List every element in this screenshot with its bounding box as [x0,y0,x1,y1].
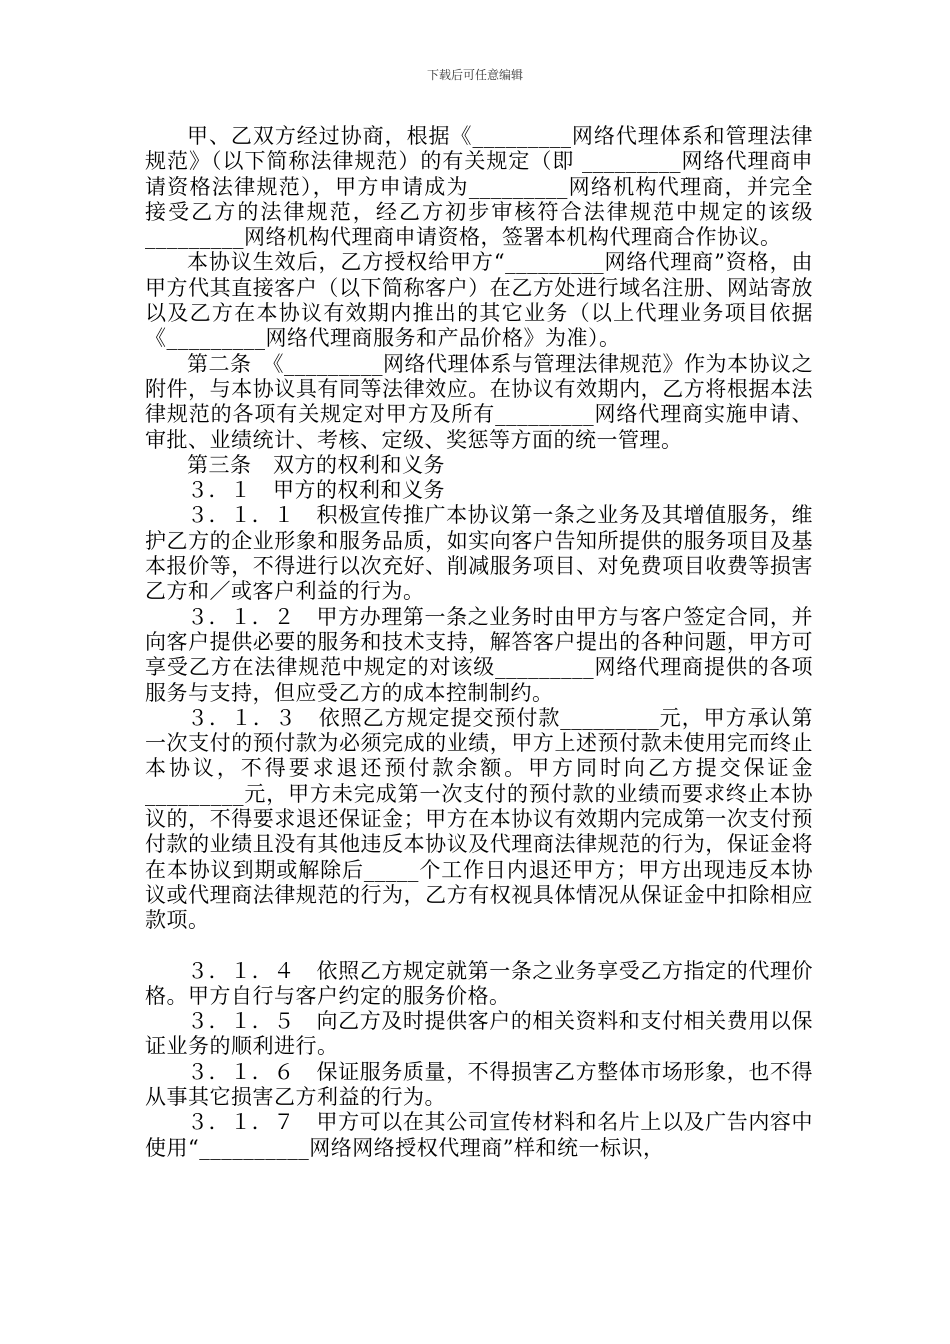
document-body [145,124,813,1161]
paragraph-3-1-3: ３．１．３ 依照乙方规定提交预付款_________元，甲方承认第一次支付的预付款为必须完成的业绩，甲方上述预付款未使用完而终止本协议，不得要求退还预付款余额。甲方同时向乙方提交保证金_________元，甲方未完成第一次支付的预付款的业绩而要求终止本协议的，不得要求退还保证金；甲方在本协议有效期内完成第一次支付预付款的业绩且没有其他违反本协议及代理商法律规范的行为，保证金将在本协议到期或解除后_____个工作日内退还甲方；甲方出现违反本协议或代理商法律规范的行为，乙方有权视具体情况从保证金中扣除相应款项。 [145,705,813,933]
paragraph-authorization: 本协议生效后，乙方授权给甲方“_________网络代理商”资格，由甲方代其直接客户（以下简称客户）在乙方处进行域名注册、网站寄放以及乙方在本协议有效期内推出的其它业务（以上代理业务项目依据《_________网络代理商服务和产品价格》为准）。 [145,250,813,351]
paragraph-3-1-4: ３．１．４ 依照乙方规定就第一条之业务享受乙方指定的代理价格。甲方自行与客户约定的服务价格。 [145,958,813,1008]
paragraph-3-1-1: ３．１．１ 积极宣传推广本协议第一条之业务及其增值服务，维护乙方的企业形象和服务品质，如实向客户告知所提供的服务项目及基本报价等，不得进行以次充好、削减服务项目、对免费项目收费等损害乙方和／或客户利益的行为。 [145,503,813,604]
heading-article-3: 第三条 双方的权利和义务 [187,452,445,477]
paragraph-3-1-6: ３．１．６ 保证服务质量，不得损害乙方整体市场形象，也不得从事其它损害乙方利益的行为。 [145,1059,813,1109]
paragraph-preamble: 甲、乙双方经过协商，根据《_________网络代理体系和管理法律规范》（以下简称法律规范）的有关规定（即 _________网络代理商申请资格法律规范），甲方申请成为_________网络机构代理商，并完全接受乙方的法律规范，经乙方初步审核符合法律规范中规定的该级_________网络机构代理商申请资格，签署本机构代理商合作协议。 [145,124,813,250]
page-header: 下载后可任意编辑 [426,68,523,82]
paragraph-3-1-5: ３．１．５ 向乙方及时提供客户的相关资料和支付相关费用以保证业务的顺利进行。 [145,1009,813,1059]
heading-section-3-1: ３．１ 甲方的权利和义务 [187,478,445,503]
paragraph-3-1-7: ３．１．７ 甲方可以在其公司宣传材料和名片上以及广告内容中使用“__________网络网络授权代理商”样和统一标识， [145,1110,813,1160]
paragraph-article-2: 第二条 《_________网络代理体系与管理法律规范》作为本协议之附件，与本协议具有同等法律效应。在协议有效期内，乙方将根据本法律规范的各项有关规定对甲方及所有_________网络代理商实施申请、审批、业绩统计、考核、定级、奖惩等方面的统一管理。 [145,351,813,452]
paragraph-3-1-2: ３．１．２ 甲方办理第一条之业务时由甲方与客户签定合同，并向客户提供必要的服务和技术支持，解答客户提出的各种问题，甲方可享受乙方在法律规范中规定的对该级_________网络代理商提供的各项服务与支持，但应受乙方的成本控制制约。 [145,604,813,705]
